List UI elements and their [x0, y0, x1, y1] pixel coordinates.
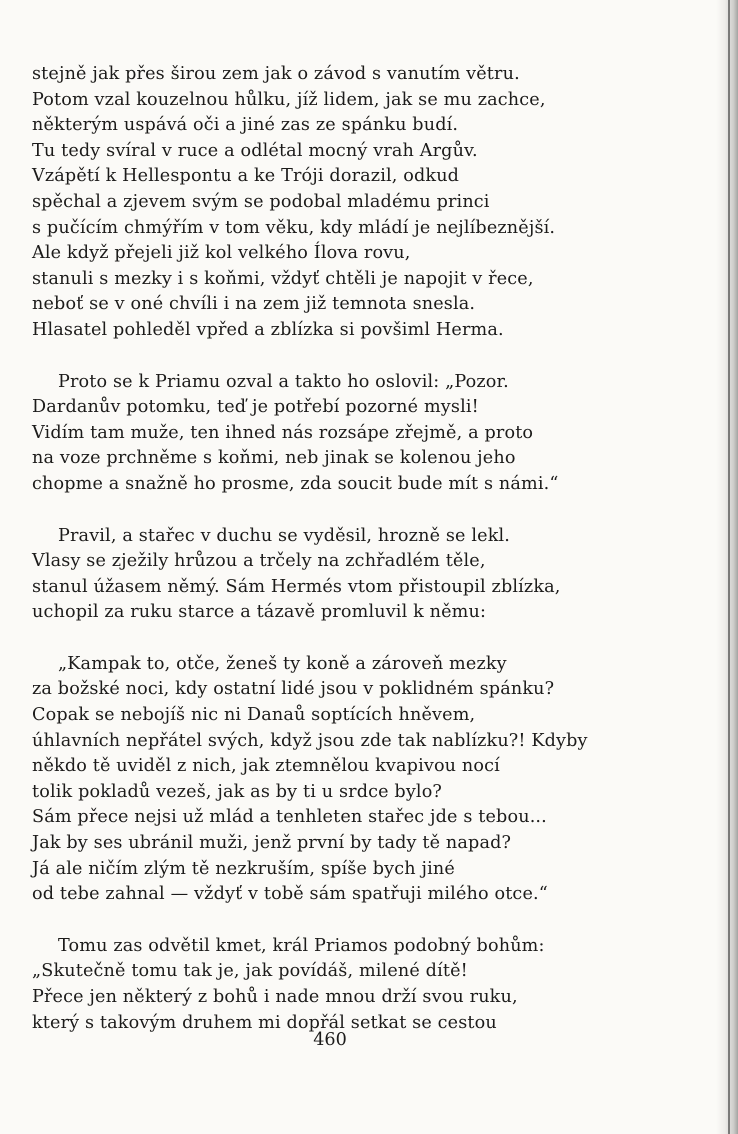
poem-line: někdo tě uviděl z nich, jak ztemnělou kvapivou nocí: [32, 756, 500, 777]
poem-line: za božské noci, kdy ostatní lidé jsou v poklidném spánku?: [32, 679, 555, 700]
poem-line: s pučícím chmýřím v tom věku, kdy mládí je nejlíbeznější.: [32, 217, 556, 238]
page-number: 460: [313, 1030, 347, 1050]
poem-line: neboť se v oné chvíli i na zem již temnota snesla.: [32, 294, 476, 315]
poem-line: Proto se k Priamu ozval a takto ho oslovil: „Pozor.: [58, 371, 509, 392]
stanza-4: [32, 652, 672, 908]
poem-line: „Skutečně tomu tak je, jak povídáš, milené dítě!: [32, 961, 468, 982]
page-edge-line: [728, 0, 730, 1134]
poem-text: [32, 62, 672, 1062]
stanza-1: [32, 62, 672, 344]
poem-line: Sám přece nejsi už mlád a tenhleten stařec jde s tebou...: [32, 807, 547, 828]
page-gutter-shadow: [716, 0, 738, 1134]
poem-line: Pravil, a stařec v duchu se vyděsil, hrozně se lekl.: [58, 525, 511, 546]
poem-line: stejně jak přes širou zem jak o závod s vanutím větru.: [32, 64, 520, 84]
stanza-5: [32, 934, 672, 1036]
poem-line: Copak se nebojíš nic ni Danaů soptících hněvem,: [32, 705, 476, 726]
poem-line: některým uspává oči a jiné zas ze spánku budí.: [32, 115, 459, 136]
poem-line: stanul úžasem němý. Sám Hermés vtom přistoupil zblízka,: [32, 576, 561, 597]
poem-line: spěchal a zjevem svým se podobal mladému princi: [32, 191, 490, 212]
poem-line: tolik pokladů vezeš, jak as by ti u srdce bylo?: [32, 781, 443, 802]
poem-line: chopme a snažně ho prosme, zda soucit bude mít s námi.“: [32, 473, 559, 494]
poem-line: úhlavních nepřátel svých, když jsou zde tak nablízku?! Kdyby: [32, 730, 588, 751]
poem-line: Dardanův potomku, teď je potřebí pozorné mysli!: [32, 397, 479, 418]
poem-line: Ale když přejeli již kol velkého Ílova rovu,: [32, 243, 411, 264]
poem-line: Vzápětí k Hellespontu a ke Tróji dorazil, odkud: [32, 166, 460, 187]
poem-line: na voze prchněme s koňmi, neb jinak se kolenou jeho: [32, 448, 516, 469]
poem-line: Jak by ses ubránil muži, jenž první by tady tě napad?: [32, 833, 512, 854]
poem-line: Přece jen některý z bohů i nade mnou drží svou ruku,: [32, 987, 518, 1007]
poem-line: od tebe zahnal — vždyť v tobě sám spatřuji milého otce.“: [32, 884, 548, 905]
poem-line: který s takovým druhem mi dopřál setkat se cestou: [32, 1012, 497, 1033]
stanza-3: [32, 524, 672, 626]
poem-line: „Kampak to, otče, ženeš ty koně a zároveň mezky: [58, 653, 507, 674]
stanza-2: [32, 370, 672, 498]
poem-line: stanuli s mezky i s koňmi, vždyť chtěli je napojit v řece,: [32, 268, 534, 289]
poem-line: Tomu zas odvětil kmet, král Priamos podobný bohům:: [58, 935, 545, 956]
poem-line: Potom vzal kouzelnou hůlku, jíž lidem, jak se mu zachce,: [32, 89, 546, 110]
poem-line: uchopil za ruku starce a tázavě promluvil k němu:: [32, 602, 487, 623]
poem-line: Já ale ničím zlým tě nezkruším, spíše bych jiné: [32, 858, 455, 879]
poem-line: Tu tedy svíral v ruce a odlétal mocný vrah Argův.: [32, 140, 478, 161]
poem-line: Vidím tam muže, ten ihned nás rozsápe zřejmě, a proto: [32, 422, 534, 443]
poem-line: Hlasatel pohleděl vpřed a zblízka si povšiml Herma.: [32, 319, 504, 340]
poem-line: Vlasy se zježily hrůzou a trčely na zchřadlém těle,: [32, 551, 486, 572]
